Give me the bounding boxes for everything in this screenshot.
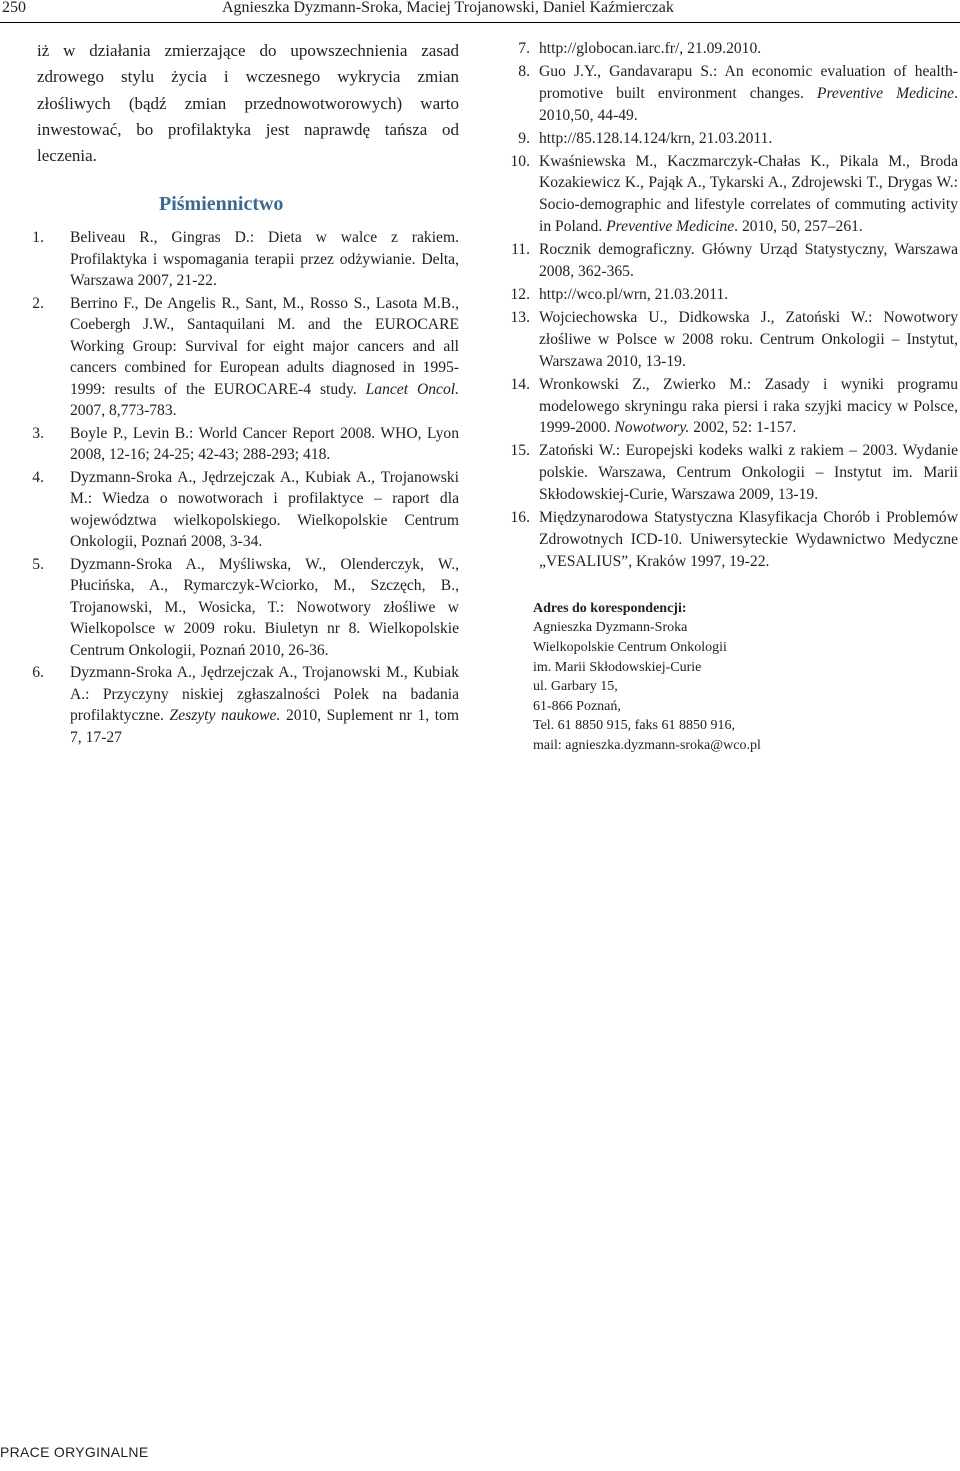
reference-journal-title: Preventive Medicine (606, 218, 735, 236)
correspondence-line: im. Marii Skłodowskiej-Curie (533, 659, 702, 675)
reference-text-part: 2007, 8,773-783. (70, 402, 177, 420)
reference-text-part: Boyle P., Levin B.: World Cancer Report 2008. WHO, Lyon 2008, 12-16; 24-25; 42-43; 288-293; 418. (70, 424, 459, 464)
reference-text (70, 554, 459, 662)
reference-number: 13. (510, 308, 530, 326)
reference-number: 9. (518, 129, 530, 147)
reference-number: 8. (518, 62, 530, 80)
reference-text-part: Rocznik demograficzny. Główny Urząd Statystyczny, Warszawa 2008, 362-365. (539, 241, 958, 281)
reference-item (506, 284, 958, 306)
reference-item (32, 227, 459, 292)
reference-number: 7. (518, 40, 530, 57)
reference-text (70, 467, 459, 553)
reference-text-part: Guo J.Y., Gandavarapu S.: An economic evaluation of health-promotive built environment changes. (539, 62, 958, 102)
reference-text (539, 507, 958, 573)
reference-text (539, 374, 958, 440)
reference-journal-title: Preventive Medicine (816, 84, 955, 102)
reference-number: 11. (511, 241, 530, 259)
reference-text (539, 38, 958, 60)
footer-section-label: PRACE ORYGINALNE (0, 1444, 149, 1460)
reference-number: 12. (510, 285, 530, 303)
reference-item (506, 151, 958, 239)
reference-item (32, 293, 459, 422)
left-column (32, 38, 459, 749)
reference-text-part: Berrino F., De Angelis R., Sant, M., Rosso S., Lasota M.B., Coebergh J.W., Santaquilani M. and the EUROCARE Working Group: Survival for eight major cancers and all cancers combined for European adults diagnosed in 1995-1999: results of the EUROCARE-4 study. (70, 294, 459, 398)
reference-item (506, 440, 958, 506)
intro-paragraph: iż w działania zmierzające do upowszechnienia zasad zdrowego stylu życia i wczesnego wykrycia zmian złośliwych (bądź zmian przednowotworowych) warto inwestować, bo profilaktyka jest naprawdę tańsza od leczenia. (37, 41, 459, 166)
reference-text-part: . 2010, 50, 257–261. (734, 218, 863, 236)
reference-text (70, 423, 459, 466)
reference-number: 4. (32, 468, 44, 486)
reference-list-left (32, 227, 459, 748)
reference-text (539, 61, 958, 127)
right-column (506, 38, 958, 756)
reference-item (32, 662, 459, 748)
reference-text-part: Wojciechowska U., Didkowska J., Zatoński W.: Nowotwory złośliwe w Polsce w 2008 roku. Centrum Onkologii – Instytut, Warszawa 2010, 13-19. (539, 308, 958, 370)
reference-list-right (506, 38, 958, 573)
reference-item (506, 307, 958, 373)
reference-text-part: Wronkowski Z., Zwierko M.: Zasady i wyniki programu modelowego skryningu raka piersi i raka szyjki macicy w Polsce, 1999-2000. (539, 375, 958, 437)
reference-text (539, 284, 958, 306)
correspondence-line: 61-866 Poznań, (533, 698, 621, 714)
reference-text-part: Beliveau R., Gingras D.: Dieta w walce z rakiem. Profilaktyka i wspomagania terapii przez odżywianie. Delta, Warszawa 2007, 21-22. (70, 229, 459, 290)
reference-text-part: Dyzmann-Sroka A., Jędrzejczak A., Kubiak A., Trojanowski M.: Wiedza o nowotworach i profilaktyce – raport dla województwa wielkopolskiego. Wielkopolskie Centrum Onkologii, Poznań 2008, 3-34. (70, 468, 459, 551)
reference-number: 1. (32, 229, 44, 247)
reference-text-part: Zatoński W.: Europejski kodeks walki z rakiem – 2003. Wydanie polskie. Warszawa, Centrum Onkologii – Instytut im. Marii Skłodowskiej-Curie, Warszawa 2009, 13-19. (539, 442, 958, 504)
reference-text-part: Międzynarodowa Statystyczna Klasyfikacja Chorób i Problemów Zdrowotnych ICD-10. Uniwersyteckie Wydawnictwo Medyczne „VESALIUS”, Kraków 1997, 19-22. (539, 509, 958, 570)
reference-text (539, 307, 958, 373)
page-number: 250 (2, 0, 26, 16)
reference-item (506, 61, 958, 127)
reference-text (70, 227, 459, 292)
correspondence-line: Tel. 61 8850 915, faks 61 8850 916, (533, 718, 736, 734)
reference-text-part: . 2010,50, 44-49. (539, 84, 958, 124)
reference-text-part: Dyzmann-Sroka A., Myśliwska, W., Olenderczyk, W., Płucińska, A., Rymarczyk-Wciorko, M., Szczęch, B., Trojanowski, M., Wosicka, T.: Nowotwory złośliwe w Wielkopolsce w 2009 roku. Biuletyn nr 8. Wielkopolskie Centrum Onkologii, Poznań 2010, 26-36. (70, 555, 459, 659)
reference-journal-title: Nowotwory. (614, 419, 690, 437)
reference-text-part: Kwaśniewska M., Kaczmarczyk-Chałas K., Pikala M., Broda Kozakiewicz K., Pająk A., Tykarski A., Zdrojewski T., Drygas W.: Socio-demographic and lifestyle correlates of commuting activity in Poland. (539, 152, 958, 236)
correspondence-line: Agnieszka Dyzmann-Sroka (533, 620, 688, 636)
reference-text (70, 662, 459, 748)
reference-number: 5. (32, 555, 44, 573)
reference-item (506, 38, 958, 60)
reference-text-part: http://85.128.14.124/krn, 21.03.2011. (539, 129, 773, 147)
reference-text-part: Dyzmann-Sroka A., Jędrzejczak A., Trojanowski M., Kubiak A.: Przyczyny niskiej zgłaszalności Polek na badania profilaktyczne. (70, 664, 459, 725)
reference-number: 6. (32, 664, 44, 682)
reference-item (506, 239, 958, 283)
reference-journal-title: Lancet Oncol. (365, 380, 459, 398)
reference-text-part: 2010, Suplement nr 1, tom 7, 17-27 (70, 707, 459, 746)
correspondence-block (533, 599, 958, 756)
reference-text (539, 239, 958, 283)
correspondence-line: Wielkopolskie Centrum Onkologii (533, 639, 727, 655)
reference-item (32, 467, 459, 553)
reference-text-part: http://wco.pl/wrn, 21.03.2011. (539, 285, 729, 303)
reference-item (506, 128, 958, 150)
reference-item (32, 554, 459, 662)
reference-text (539, 128, 958, 150)
reference-text-part: http://globocan.iarc.fr/, 21.09.2010. (539, 40, 762, 57)
reference-text-part: 2002, 52: 1-157. (689, 419, 797, 437)
page-header (0, 0, 960, 23)
reference-text (70, 293, 459, 422)
reference-number: 14. (510, 375, 530, 393)
reference-number: 2. (32, 294, 44, 312)
reference-text (539, 151, 958, 239)
running-head-authors: Agnieszka Dyzmann-Sroka, Maciej Trojanowski, Daniel Kaźmierczak (222, 0, 674, 16)
reference-number: 3. (32, 424, 44, 442)
reference-item (506, 374, 958, 440)
correspondence-email: mail: agnieszka.dyzmann-sroka@wco.pl (533, 737, 761, 753)
correspondence-title: Adres do korespondencji: (533, 600, 687, 616)
reference-text (539, 440, 958, 506)
reference-journal-title: Zeszyty naukowe. (169, 707, 281, 725)
reference-item (506, 507, 958, 573)
section-heading-references: Piśmiennictwo (159, 193, 284, 216)
reference-number: 10. (510, 152, 530, 170)
reference-number: 16. (510, 509, 530, 527)
reference-number: 15. (510, 442, 530, 460)
reference-item (32, 423, 459, 466)
correspondence-line: ul. Garbary 15, (533, 679, 618, 695)
